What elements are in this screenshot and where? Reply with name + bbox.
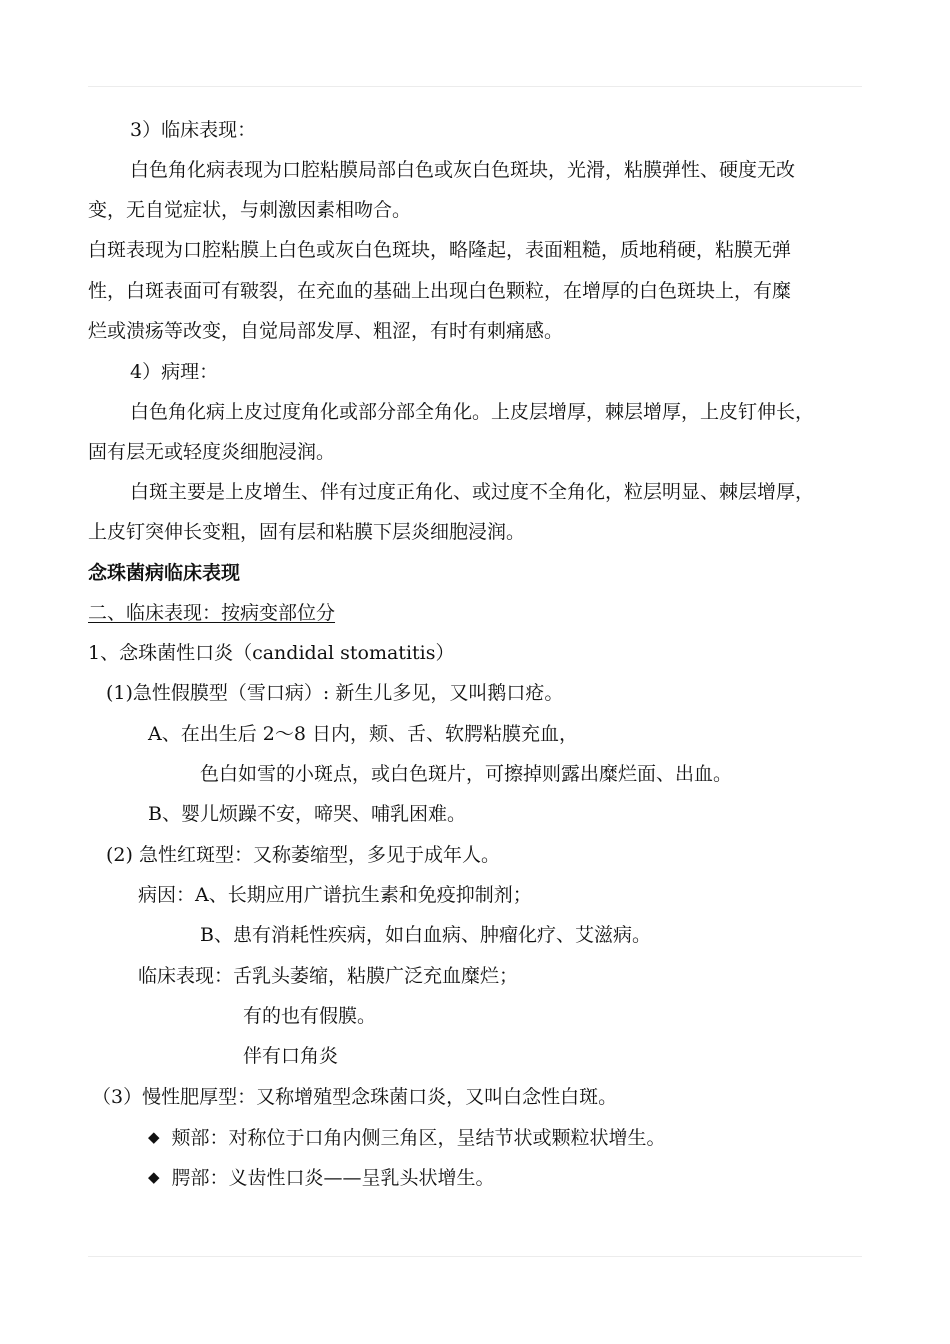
- page-top-rule: [88, 86, 862, 87]
- page-bottom-rule: [88, 1256, 862, 1257]
- diamond-bullet-icon: ◆: [148, 1168, 160, 1186]
- list-item: B、患有消耗性疾病，如白血病、肿瘤化疗、艾滋病。: [200, 924, 651, 946]
- paragraph-line: 固有层无或轻度炎细胞浸润。: [88, 441, 336, 463]
- paragraph-line: 上皮钉突伸长变粗，固有层和粘膜下层炎细胞浸润。: [88, 521, 526, 543]
- item-1-2-heading: (2) 急性红斑型：又称萎缩型，多见于成年人。: [106, 844, 500, 866]
- list-item: 有的也有假膜。: [243, 1005, 377, 1027]
- paragraph-line: 变，无自觉症状，与刺激因素相吻合。: [88, 199, 412, 221]
- item-1-heading: 1、念珠菌性口炎（candidal stomatitis）: [88, 642, 455, 664]
- diamond-bullet-icon: ◆: [148, 1128, 160, 1146]
- paragraph-line: 白色角化病上皮过度角化或部分部全角化。上皮层增厚，棘层增厚，上皮钉伸长，: [130, 401, 815, 423]
- section-2-heading: 二、临床表现：按病变部位分: [88, 602, 336, 624]
- paragraph-line: 性，白斑表面可有皲裂，在充血的基础上出现白色颗粒，在增厚的白色斑块上，有糜: [88, 280, 792, 302]
- paragraph-line: 白色角化病表现为口腔粘膜局部白色或灰白色斑块，光滑，粘膜弹性、硬度无改: [130, 159, 796, 181]
- list-item: 病因：A、长期应用广谱抗生素和免疫抑制剂；: [138, 884, 532, 906]
- bullet-item-text: 颊部：对称位于口角内侧三角区，呈结节状或颗粒状增生。: [171, 1127, 666, 1149]
- paragraph-line: 白斑表现为口腔粘膜上白色或灰白色斑块，略隆起，表面粗糙，质地稍硬，粘膜无弹: [88, 239, 792, 261]
- candidiasis-title: 念珠菌病临床表现: [88, 562, 241, 584]
- item-1-1-heading: (1)急性假膜型（雪口病）: 新生儿多见，又叫鹅口疮。: [106, 682, 564, 704]
- list-item: 伴有口角炎: [243, 1045, 339, 1067]
- bullet-item: [148, 1165, 495, 1190]
- list-item: B、婴儿烦躁不安，啼哭、哺乳困难。: [148, 803, 466, 825]
- section-3-heading: 3）临床表现：: [130, 119, 257, 141]
- item-1-3-heading: （3）慢性肥厚型：又称增殖型念珠菌口炎，又叫白念性白斑。: [92, 1086, 618, 1108]
- section-4-heading: 4）病理：: [130, 361, 219, 383]
- bullet-item-text: 腭部：义齿性口炎——呈乳头状增生。: [171, 1167, 495, 1189]
- list-item: A、在出生后 2～8 日内，颊、舌、软腭粘膜充血，: [148, 723, 578, 745]
- bullet-item: [148, 1125, 666, 1150]
- list-item: 色白如雪的小斑点，或白色斑片，可擦掉则露出糜烂面、出血。: [200, 763, 733, 785]
- paragraph-line: 白斑主要是上皮增生、伴有过度正角化、或过度不全角化，粒层明显、棘层增厚，: [130, 481, 815, 503]
- list-item: 临床表现：舌乳头萎缩，粘膜广泛充血糜烂；: [138, 965, 519, 987]
- paragraph-line: 烂或溃疡等改变，自觉局部发厚、粗涩，有时有刺痛感。: [88, 320, 564, 342]
